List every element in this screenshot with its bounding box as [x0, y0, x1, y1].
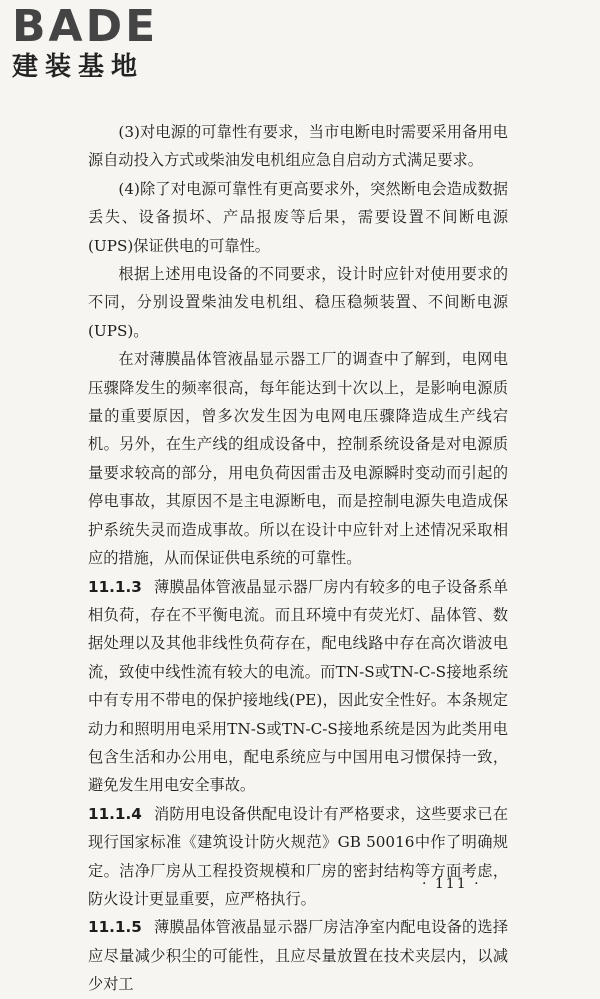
clause-11-1-5: [88, 913, 508, 998]
clause-text: 薄膜晶体管液晶显示器厂房内有较多的电子设备系单相负荷，存在不平衡电流。而且环境中有荧光灯、晶体管、数据处理以及其他非线性负荷存在，配电线路中存在高次谐波电流，致使中线性流有较大的电流。而TN-S或TN-C-S接地系统中有专用不带电的保护接地线(PE)，因此安全性好。本条规定动力和照明用电采用TN-S或TN-C-S接地系统是因为此类用电包含生活和办公用电，配电系统应与中国用电习惯保持一致，避免发生用电安全事故。: [88, 577, 508, 795]
clause-number: 11.1.5: [88, 918, 142, 937]
paragraph-survey: 在对薄膜晶体管液晶显示器工厂的调查中了解到，电网电压骤降发生的频率很高，每年能达到十次以上，是影响电源质量的重要原因，曾多次发生因为电网电压骤降造成生产线宕机。另外，在生产线的组成设备中，控制系统设备是对电源质量要求较高的部分，用电负荷因雷击及电源瞬时变动而引起的停电事故，其原因不是主电源断电，而是控制电源失电造成保护系统失灵而造成事故。所以在设计中应针对上述情况采取相应的措施，从而保证供电系统的可靠性。: [88, 350, 508, 568]
clause-number: 11.1.3: [88, 577, 142, 596]
page-number: · 111 ·: [422, 876, 481, 892]
logo-brand-text: BADE: [12, 1, 159, 52]
paragraph-item-3: (3)对电源的可靠性有要求，当市电断电时需要采用备用电源自动投入方式或柴油发电机组应急自启动方式满足要求。: [88, 123, 508, 170]
clause-11-1-3: [88, 573, 508, 800]
clause-11-1-4: [88, 800, 508, 914]
paragraph-summary: 根据上述用电设备的不同要求，设计时应针对使用要求的不同，分别设置柴油发电机组、稳压稳频装置、不间断电源(UPS)。: [88, 265, 508, 340]
clause-number: 11.1.4: [88, 804, 142, 823]
site-logo: [12, 1, 182, 82]
clause-text: 薄膜晶体管液晶显示器厂房洁净室内配电设备的选择应尽量减少积尘的可能性，且应尽量放置在技术夹层内，以减少对工: [88, 918, 508, 994]
logo-tagline: 建装基地: [12, 52, 145, 82]
clause-text: 消防用电设备供配电设计有严格要求，这些要求已在现行国家标准《建筑设计防火规范》GB 50016中作了明确规定。洁净厂房从工程投资规模和厂房的密封结构等方面考虑，防火设计更显重要，应严格执行。: [88, 804, 508, 908]
paragraph-item-4: (4)除了对电源可靠性有更高要求外，突然断电会造成数据丢失、设备损坏、产品报废等后果，需要设置不间断电源(UPS)保证供电的可靠性。: [88, 179, 508, 255]
page-body: [88, 118, 508, 999]
